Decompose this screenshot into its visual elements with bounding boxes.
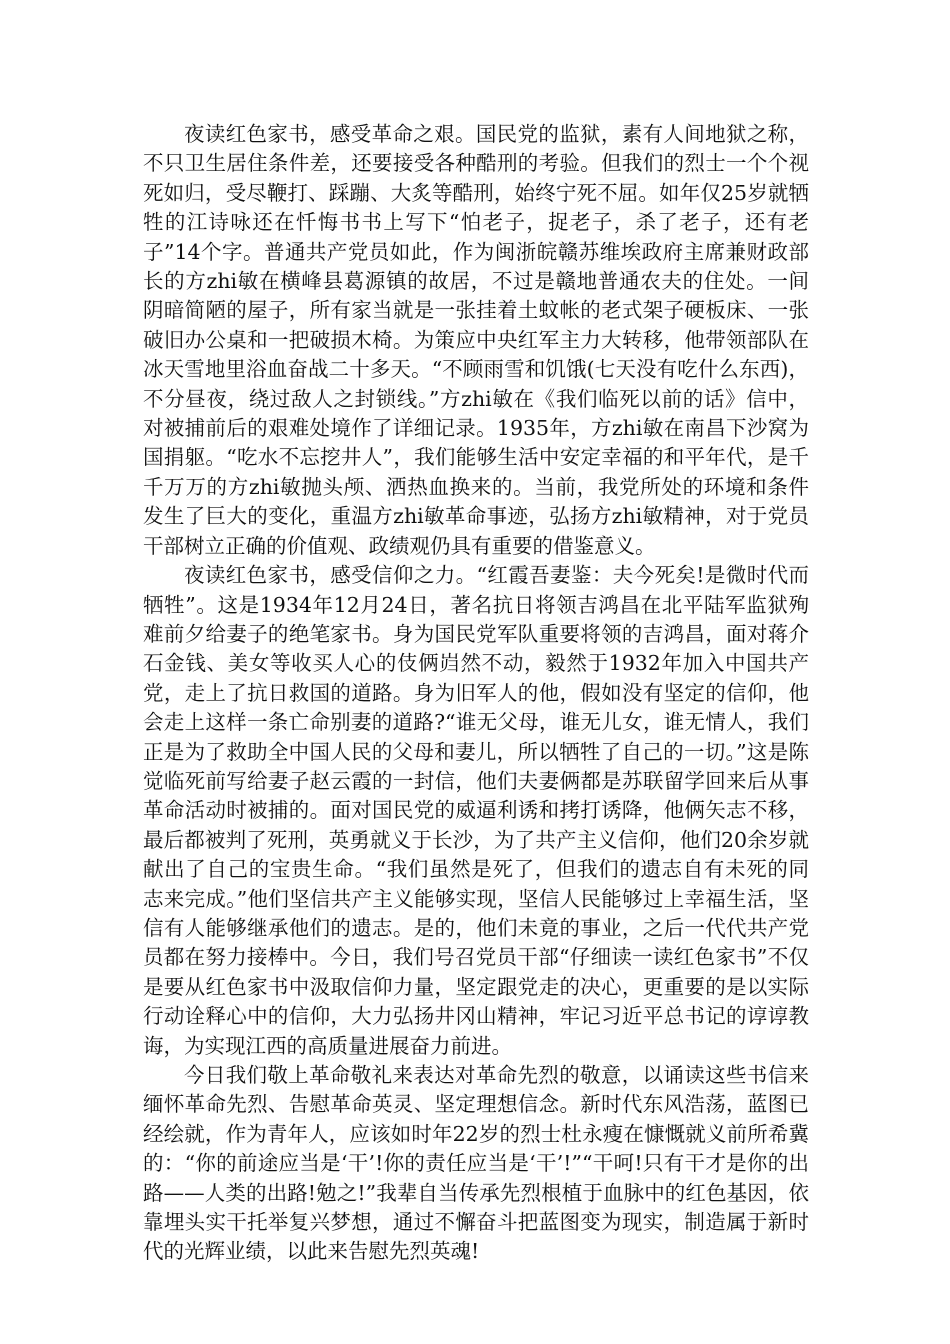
document-body xyxy=(143,120,809,1267)
paragraph-3: 今日我们敬上革命敬礼来表达对革命先烈的敬意，以诵读这些书信来缅怀革命先烈、告慰革命英灵、坚定理想信念。新时代东风浩荡，蓝图已经绘就，作为青年人，应该如时年22岁的烈士杜永瘦在慷慨就义前所希冀的：“你的前途应当是‘干’!你的责任应当是‘干’!”“干呵!只有干才是你的出路——人类的出路!勉之!”我辈自当传承先烈根植于血脉中的红色基因，依靠埋头实干托举复兴梦想，通过不懈奋斗把蓝图变为现实，制造属于新时代的光辉业绩，以此来告慰先烈英魂! xyxy=(143,1063,809,1264)
paragraph-2: 夜读红色家书，感受信仰之力。“红霞吾妻鉴：夫今死矣!是微时代而牺牲”。这是1934年12月24日，著名抗日将领吉鸿昌在北平陆军监狱殉难前夕给妻子的绝笔家书。身为国民党军队重要将领的吉鸿昌，面对蒋介石金钱、美女等收买人心的伎俩岿然不动，毅然于1932年加入中国共产党，走上了抗日救国的道路。身为旧军人的他，假如没有坚定的信仰，他会走上这样一条亡命别妻的道路?“谁无父母，谁无儿女，谁无情人，我们正是为了救助全中国人民的父母和妻儿，所以牺牲了自己的一切。”这是陈觉临死前写给妻子赵云霞的一封信，他们夫妻俩都是苏联留学回来后从事革命活动时被捕的。面对国民党的威逼利诱和拷打诱降，他俩矢志不移，最后都被判了死刑，英勇就义于长沙，为了共产主义信仰，他们20余岁就献出了自己的宝贵生命。“我们虽然是死了，但我们的遗志自有未死的同志来完成。”他们坚信共产主义能够实现，坚信人民能够过上幸福生活，坚信有人能够继承他们的遗志。是的，他们未竟的事业，之后一代代共产党员都在努力接棒中。今日，我们号召党员干部“仔细读一读红色家书”不仅是要从红色家书中汲取信仰力量，坚定跟党走的决心，更重要的是以实际行动诠释心中的信仰，大力弘扬井冈山精神，牢记习近平总书记的谆谆教诲，为实现江西的高质量进展奋力前进。 xyxy=(143,563,809,1058)
paragraph-1: 夜读红色家书，感受革命之艰。国民党的监狱，素有人间地狱之称，不只卫生居住条件差，还要接受各种酷刑的考验。但我们的烈士一个个视死如归，受尽鞭打、踩蹦、大炙等酷刑，始终宁死不屈。如年仅25岁就牺牲的江诗咏还在忏悔书书上写下“怕老子，捉老子，杀了老子，还有老子”14个字。普通共产党员如此，作为闽浙皖赣苏维埃政府主席兼财政部长的方zhi敏在横峰县葛源镇的故居，不过是赣地普通农夫的住处。一间阴暗简陋的屋子，所有家当就是一张挂着土蚊帐的老式架子硬板床、一张破旧办公桌和一把破损木椅。为策应中央红军主力大转移，他带领部队在冰天雪地里浴血奋战二十多天。“不顾雨雪和饥饿(七天没有吃什么东西)，不分昼夜，绕过敌人之封锁线。”方zhi敏在《我们临死以前的话》信中，对被捕前后的艰难处境作了详细记录。1935年，方zhi敏在南昌下沙窝为国捐躯。“吃水不忘挖井人”，我们能够生活中安定幸福的和平年代，是千千万万的方zhi敏抛头颅、洒热血换来的。当前，我党所处的环境和条件发生了巨大的变化，重温方zhi敏革命事迹，弘扬方zhi敏精神，对于党员干部树立正确的价值观、政绩观仍具有重要的借鉴意义。 xyxy=(143,122,809,558)
